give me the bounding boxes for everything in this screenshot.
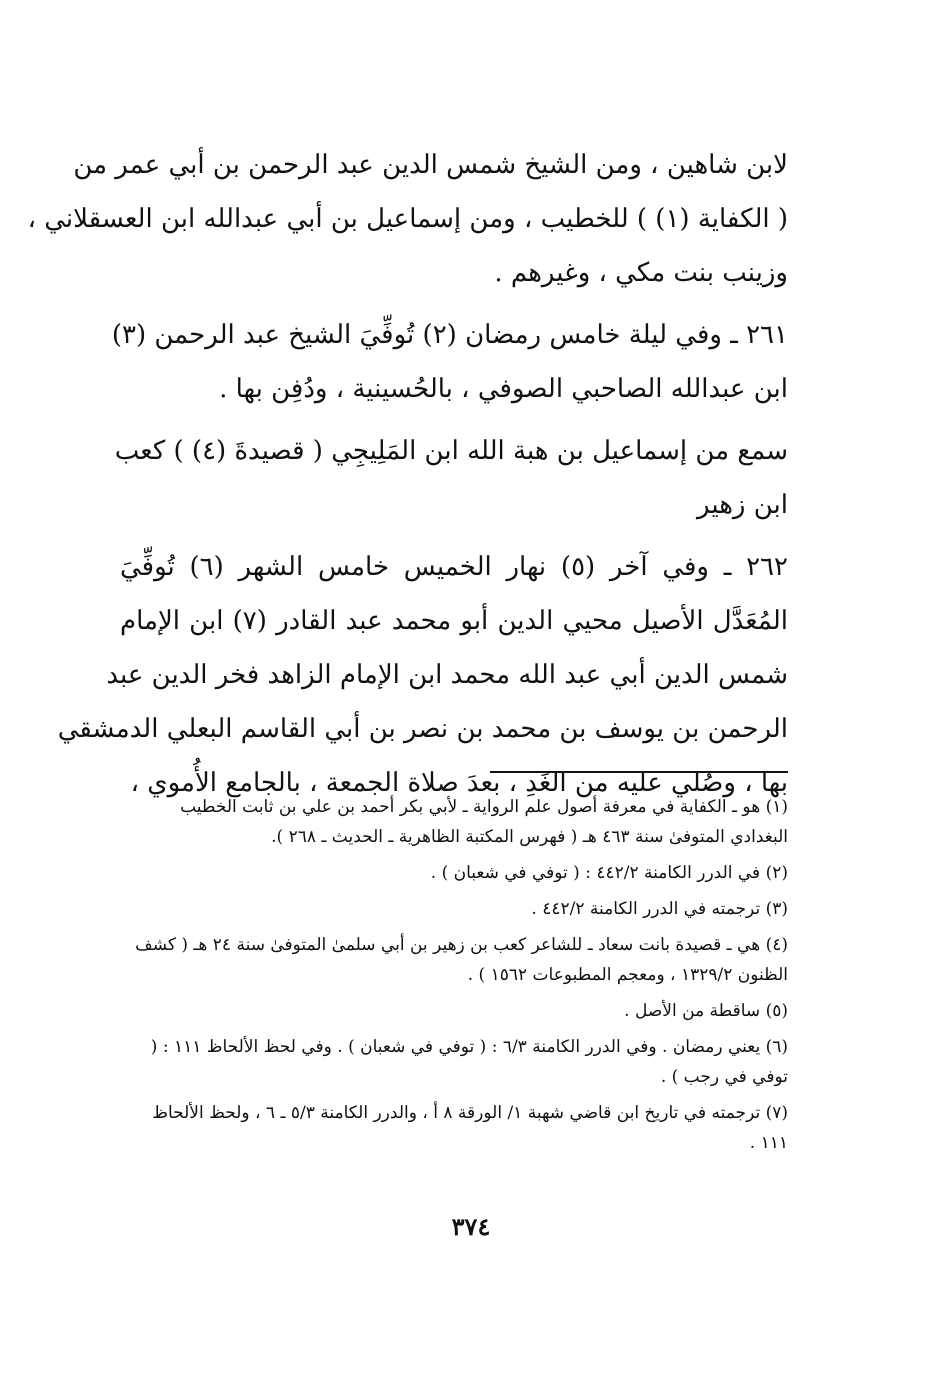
footnote-5: (٥) ساقطة من الأصل . bbox=[624, 1001, 788, 1021]
text-line: بها ، وصُلي عليه من الغَدِ ، بعدَ صلاة الجمعة ، بالجامع الأُموي ، bbox=[130, 768, 788, 798]
text-line: ابن زهير bbox=[697, 490, 788, 520]
text-line: ٢٦٢ ـ وفي آخر (٥) نهار الخميس خامس الشهر (٦) تُوفِّيَ bbox=[120, 552, 788, 582]
footnote-3: (٣) ترجمته في الدرر الكامنة ٤٤٢/٢ . bbox=[531, 899, 788, 919]
footnote-2: (٢) في الدرر الكامنة ٤٤٢/٢ : ( توفي في شعبان ) . bbox=[430, 863, 788, 883]
footnote-7: (٧) ترجمته في تاريخ ابن قاضي شهبة ١/ الورقة ٨ أ ، والدرر الكامنة ٥/٣ ـ ٦ ، ولحظ الألحاظ ١١١ . bbox=[152, 1103, 788, 1153]
footnotes bbox=[126, 792, 788, 1164]
text-line: الرحمن بن يوسف بن محمد بن نصر بن أبي القاسم البعلي الدمشقي bbox=[57, 714, 788, 744]
text-line: ابن عبدالله الصاحبي الصوفي ، بالحُسينية ، ودُفِن بها . bbox=[219, 374, 788, 404]
text-line: لابن شاهين ، ومن الشيخ شمس الدين عبد الرحمن بن أبي عمر من bbox=[73, 150, 788, 180]
paragraph-1 bbox=[27, 138, 788, 300]
footnote-4: (٤) هي ـ قصيدة بانت سعاد ـ للشاعر كعب بن زهير بن أبي سلمىٰ المتوفىٰ سنة ٢٤ هـ ( كشف الظنون ١٣٢٩/٢ ، ومعجم المطبوعات ١٥٦٢ ) . bbox=[135, 935, 788, 985]
footnote-1: (١) هو ـ الكفاية في معرفة أصول علم الرواية ـ لأبي بكر أحمد بن علي بن ثابت الخطيب البغدادي المتوفىٰ سنة ٤٦٣ هـ ( فهرس المكتبة الظاهرية ـ الحديث ـ ٢٦٨ ). bbox=[180, 797, 788, 847]
text-line: سمع من إسماعيل بن هبة الله ابن المَلِيجِي ( قصيدةَ (٤) ) كعب bbox=[114, 436, 788, 466]
footnote-6: (٦) يعني رمضان . وفي الدرر الكامنة ٦/٣ : ( توفي في شعبان ) . وفي لحظ الألحاظ ١١١ : ( توفي في رجب ) . bbox=[150, 1037, 788, 1087]
paragraph-entry-261 bbox=[111, 308, 788, 416]
page-number: ٣٧٤ bbox=[451, 1212, 491, 1241]
paragraph-3 bbox=[114, 424, 788, 532]
text-line: وزينب بنت مكي ، وغيرهم . bbox=[494, 258, 788, 288]
text-line: شمس الدين أبي عبد الله محمد ابن الإمام الزاهد فخر الدين عبد bbox=[106, 660, 788, 690]
footnote-divider bbox=[490, 771, 788, 773]
main-text bbox=[27, 138, 788, 818]
paragraph-entry-262 bbox=[57, 540, 788, 810]
text-line: ( الكفاية (١) ) للخطيب ، ومن إسماعيل بن أبي عبدالله ابن العسقلاني ، bbox=[27, 204, 788, 234]
text-line: ٢٦١ ـ وفي ليلة خامس رمضان (٢) تُوفِّيَ الشيخ عبد الرحمن (٣) bbox=[111, 320, 788, 350]
text-line: المُعَدَّل الأصيل محيي الدين أبو محمد عبد القادر (٧) ابن الإمام bbox=[120, 606, 788, 636]
